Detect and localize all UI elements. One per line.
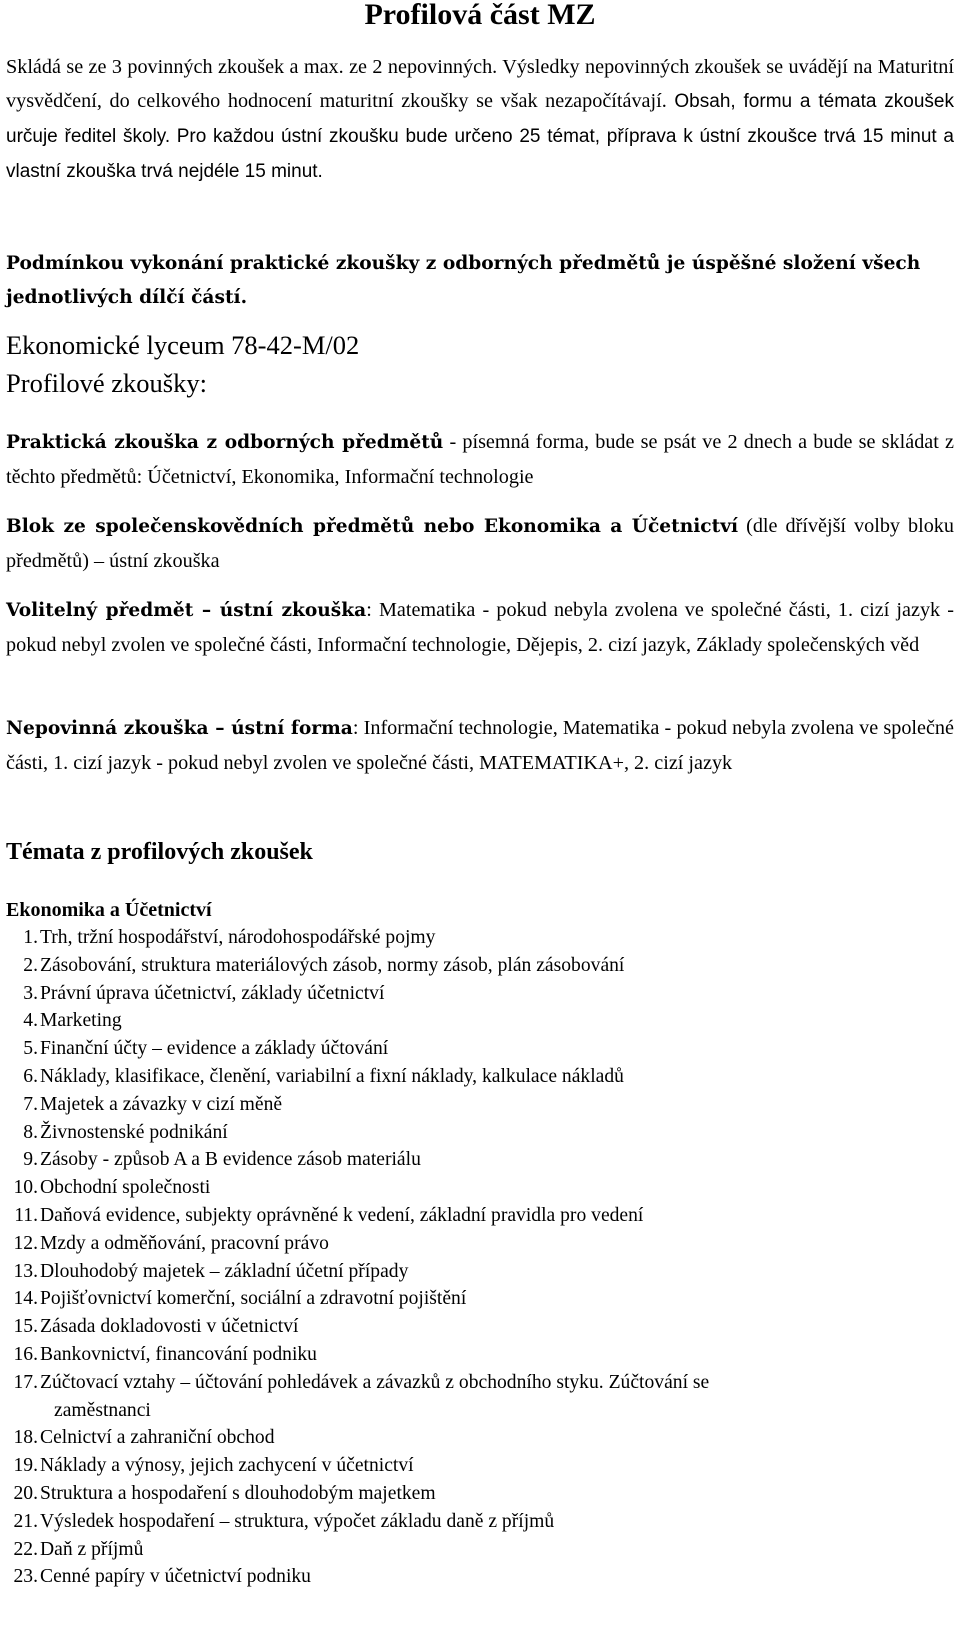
topic-item [6, 1563, 954, 1591]
topic-text: Zásada dokladovosti v účetnictví [40, 1316, 299, 1338]
topic-item [6, 1091, 954, 1119]
topic-item [6, 1508, 954, 1536]
topic-number: 23. [13, 1566, 38, 1588]
topic-text: Zásoby - způsob A a B evidence zásob materiálu [40, 1149, 421, 1171]
topic-number: 10. [13, 1177, 38, 1199]
elective-exam-label: Volitelný předmět – ústní zkouška [6, 600, 367, 621]
practical-exam-text: - písemná forma, bude se psát ve 2 dnech a bude se skládat z těchto předmětů: Účetnictví, Ekonomika, Informační technologie [6, 431, 954, 488]
page-title: Profilová část MZ [364, 0, 596, 31]
topic-text: Cenné papíry v účetnictví podniku [40, 1566, 311, 1588]
topic-text: Právní úprava účetnictví, základy účetnictví [40, 982, 385, 1004]
topic-list [6, 924, 954, 1591]
topic-item [6, 1536, 954, 1564]
topic-number: 3. [23, 982, 38, 1004]
topic-number: 17. [13, 1371, 38, 1393]
intro-paragraph [6, 50, 954, 189]
program-subtitle: Profilové zkoušky: [6, 368, 207, 398]
topic-number: 8. [23, 1121, 38, 1143]
topic-item [6, 1313, 954, 1341]
intro-sentence-2: Obsah, formu a témata zkoušek určuje ředitel školy. [6, 91, 954, 147]
topic-text: Zásobování, struktura materiálových zásob, normy zásob, plán zásobování [40, 954, 625, 976]
topic-number: 19. [13, 1455, 38, 1477]
topic-item [6, 980, 954, 1008]
practical-exam-label: Praktická zkouška z odborných předmětů [6, 432, 444, 453]
topic-number: 15. [13, 1316, 38, 1338]
optional-exam-paragraph [6, 711, 954, 780]
intro-sentence-3: Pro každou ústní zkoušku bude určeno 25 témat, příprava k ústní zkoušce trvá 15 minut a vlastní zkouška trvá nejdéle 15 minut. [6, 126, 954, 182]
topic-number: 11. [14, 1204, 38, 1226]
topic-text: Náklady a výnosy, jejich zachycení v účetnictví [40, 1455, 414, 1477]
block-exam-paragraph [6, 509, 954, 578]
condition-paragraph: Podmínkou vykonání praktické zkoušky z odborných předmětů je úspěšné složení všech jednotlivých dílčí částí. [6, 253, 921, 308]
topic-number: 9. [23, 1149, 38, 1171]
block-exam-text: (dle dřívější volby bloku předmětů) – ústní zkouška [6, 515, 954, 572]
topic-item [6, 1258, 954, 1286]
intro-sentence-1: Skládá se ze 3 povinných zkoušek a max. ze 2 nepovinných. Výsledky nepovinných zkoušek se uvádějí na Maturitní vysvědčení, do celkového hodnocení maturitní zkoušky se však nezapočítávají. [6, 56, 954, 112]
topic-number: 1. [23, 927, 38, 948]
topic-number: 14. [13, 1288, 38, 1310]
topic-item [6, 1035, 954, 1063]
topic-item [6, 924, 954, 952]
topic-text: Daňová evidence, subjekty oprávněné k vedení, základní pravidla pro vedení [40, 1204, 644, 1226]
topic-text: Marketing [40, 1010, 122, 1032]
topic-text: Majetek a závazky v cizí měně [40, 1093, 283, 1115]
topic-item [6, 1119, 954, 1147]
topic-number: 13. [13, 1260, 38, 1282]
topics-subject: Ekonomika a Účetnictví [6, 899, 212, 921]
topic-item [6, 1341, 954, 1369]
practical-exam-paragraph [6, 425, 954, 494]
topic-item [6, 1369, 954, 1425]
topic-text: Daň z příjmů [40, 1538, 144, 1560]
topic-number: 21. [13, 1510, 38, 1532]
topic-text: Struktura a hospodaření s dlouhodobým majetkem [40, 1482, 436, 1504]
topic-number: 22. [13, 1538, 38, 1560]
topic-text: Mzdy a odměňování, pracovní právo [40, 1232, 329, 1254]
topic-item [6, 1007, 954, 1035]
optional-exam-text: : Informační technologie, Matematika - pokud nebyla zvolena ve společné části, 1. cizí jazyk - pokud nebyl zvolen ve společné části, MATEMATIKA+, 2. cizí jazyk [6, 717, 954, 774]
topic-text: Zúčtovací vztahy – účtování pohledávek a závazků z obchodního styku. Zúčtování se [40, 1371, 710, 1393]
program-name: Ekonomické lyceum 78-42-M/02 [6, 330, 360, 360]
topic-number: 12. [13, 1232, 38, 1254]
topic-item [6, 1285, 954, 1313]
topic-item [6, 1480, 954, 1508]
topic-number: 6. [23, 1065, 38, 1087]
topic-item [6, 1202, 954, 1230]
topic-item [6, 952, 954, 980]
topic-text: Dlouhodobý majetek – základní účetní případy [40, 1260, 409, 1282]
topic-text: Bankovnictví, financování podniku [40, 1343, 317, 1365]
topic-item [6, 1063, 954, 1091]
topic-text: Živnostenské podnikání [40, 1121, 228, 1143]
topic-number: 4. [23, 1010, 38, 1032]
topic-text: Finanční účty – evidence a základy účtování [40, 1038, 389, 1060]
topic-text-continuation: zaměstnanci [54, 1399, 151, 1421]
topic-item [6, 1452, 954, 1480]
topic-number: 2. [23, 954, 38, 976]
topic-number: 18. [13, 1427, 38, 1449]
elective-exam-paragraph [6, 593, 954, 662]
optional-exam-label: Nepovinná zkouška – ústní forma [6, 718, 353, 739]
topic-text: Trh, tržní hospodářství, národohospodářské pojmy [40, 927, 436, 948]
topic-text: Celnictví a zahraniční obchod [40, 1427, 275, 1449]
topic-item [6, 1174, 954, 1202]
topic-item [6, 1146, 954, 1174]
elective-exam-text: : Matematika - pokud nebyla zvolena ve společné části, 1. cizí jazyk - pokud nebyl zvolen ve společné části, Informační technologie, Dějepis, 2. cizí jazyk, Základy společenských věd [6, 599, 954, 656]
topic-number: 5. [23, 1038, 38, 1060]
block-exam-label: Blok ze společenskovědních předmětů nebo Ekonomika a Účetnictví [6, 516, 739, 537]
topic-number: 20. [13, 1482, 38, 1504]
topic-text: Výsledek hospodaření – struktura, výpočet základu daně z příjmů [40, 1510, 555, 1532]
topic-text: Obchodní společnosti [40, 1177, 211, 1199]
topic-item [6, 1230, 954, 1258]
topics-heading: Témata z profilových zkoušek [6, 839, 313, 865]
topic-text: Náklady, klasifikace, členění, variabilní a fixní náklady, kalkulace nákladů [40, 1065, 624, 1087]
topic-number: 7. [23, 1093, 38, 1115]
topic-text: Pojišťovnictví komerční, sociální a zdravotní pojištění [40, 1288, 467, 1310]
topic-item [6, 1424, 954, 1452]
topic-number: 16. [13, 1343, 38, 1365]
